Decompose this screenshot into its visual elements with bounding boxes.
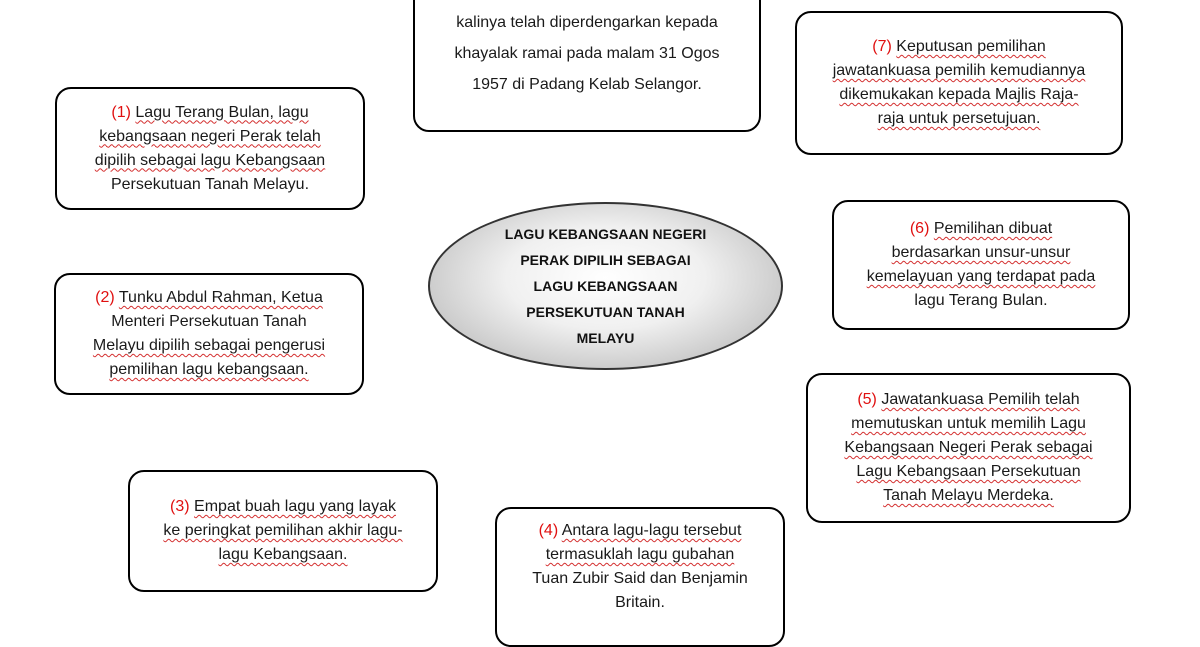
- note-line: [111, 101, 308, 125]
- note-line: pemilihan lagu kebangsaan.: [109, 361, 309, 378]
- step-number: (1): [111, 103, 131, 121]
- central-topic-line: LAGU KEBANGSAAN NEGERI: [504, 226, 707, 242]
- central-topic-line: MELAYU: [576, 330, 635, 346]
- note-line: [539, 519, 742, 543]
- step-number: (4): [538, 522, 559, 539]
- step-number: (7): [872, 38, 892, 55]
- note-text: Keputusan pemilihan: [896, 38, 1046, 55]
- note-text: Lagu Terang Bulan, lagu: [135, 103, 309, 121]
- note-line: [170, 495, 396, 519]
- note-line: Menteri Persekutuan Tanah: [111, 313, 307, 330]
- note-box-1: [55, 87, 365, 210]
- note-line: jawatankuasa pemilih kemudiannya: [832, 62, 1086, 79]
- note-line: Britain.: [615, 594, 665, 611]
- note-box-4: [495, 507, 785, 647]
- step-number: (5): [857, 391, 877, 408]
- note-box-6: [832, 200, 1130, 330]
- note-text: Empat buah lagu yang layak: [194, 498, 396, 515]
- note-line: lagu Kebangsaan.: [218, 546, 348, 563]
- note-box-3: [128, 470, 438, 592]
- note-text: Pemilihan dibuat: [933, 220, 1053, 237]
- note-box-5: [806, 373, 1131, 523]
- note-line: Melayu dipilih sebagai pengerusi: [92, 337, 326, 354]
- note-line: ke peringkat pemilihan akhir lagu-: [163, 522, 403, 539]
- note-line: Tuan Zubir Said dan Benjamin: [532, 570, 748, 587]
- note-line: berdasarkan unsur-unsur: [891, 244, 1071, 261]
- note-line: Tanah Melayu Merdeka.: [883, 487, 1054, 504]
- central-topic-line: LAGU KEBANGSAAN: [533, 278, 678, 294]
- note-line: [910, 217, 1052, 241]
- note-box-2: [54, 273, 364, 395]
- note-line: Kebangsaan Negeri Perak sebagai: [844, 439, 1093, 456]
- note-line: termasuklah lagu gubahan: [545, 546, 735, 563]
- note-text: Jawatankuasa Pemilih telah: [881, 391, 1080, 408]
- note-line: Persekutuan Tanah Melayu.: [110, 175, 310, 193]
- note-line: [872, 35, 1045, 59]
- note-line: lagu Terang Bulan.: [914, 292, 1048, 309]
- note-line: kalinya telah diperdengarkan kepada: [456, 14, 718, 31]
- note-line: Lagu Kebangsaan Persekutuan: [856, 463, 1081, 480]
- note-text: Antara lagu-lagu tersebut: [561, 522, 742, 539]
- note-text: Tunku Abdul Rahman, Ketua: [118, 289, 323, 306]
- step-number: (3): [170, 498, 190, 515]
- note-line: kemelayuan yang terdapat pada: [866, 268, 1096, 285]
- note-line: raja untuk persetujuan.: [877, 110, 1041, 127]
- note-line: 1957 di Padang Kelab Selangor.: [472, 76, 702, 93]
- note-line: memutuskan untuk memilih Lagu: [851, 415, 1086, 432]
- step-number: (2): [95, 289, 115, 306]
- note-box-7: [795, 11, 1123, 155]
- note-line: khayalak ramai pada malam 31 Ogos: [454, 45, 720, 62]
- note-line: [95, 286, 323, 310]
- central-topic-ellipse: [428, 202, 783, 370]
- step-number: (6): [909, 220, 930, 237]
- note-box-top: [413, 0, 761, 132]
- note-line: [857, 388, 1079, 412]
- note-line: kebangsaan negeri Perak telah: [99, 127, 321, 145]
- note-line: dipilih sebagai lagu Kebangsaan: [94, 151, 326, 169]
- central-topic-line: PERAK DIPILIH SEBAGAI: [520, 252, 691, 268]
- note-line: dikemukakan kepada Majlis Raja-: [839, 86, 1079, 103]
- central-topic-line: PERSEKUTUAN TANAH: [526, 304, 685, 320]
